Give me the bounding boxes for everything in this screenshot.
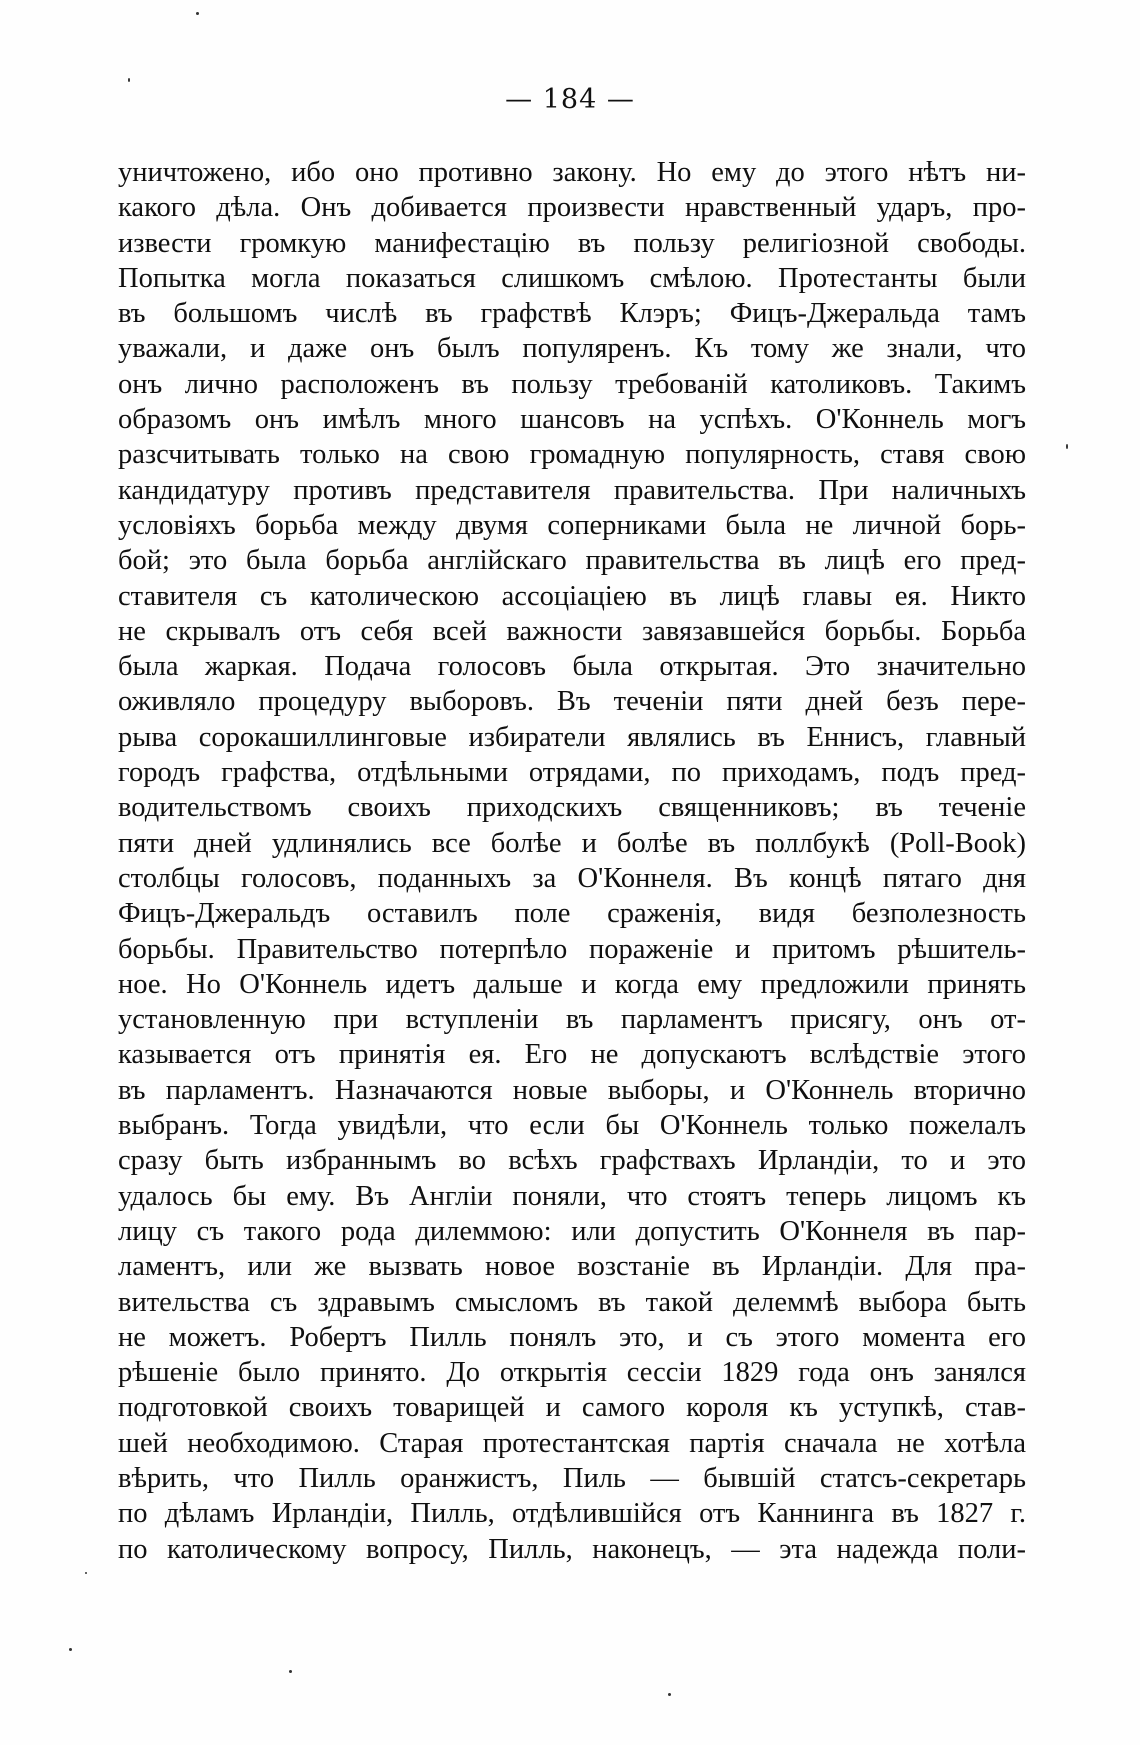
text-line: Фицъ-Джеральдъ оставилъ поле сраженія, видя безполезность (118, 898, 1026, 930)
text-line: образомъ онъ имѣлъ много шансовъ на успѣхъ. О'Коннель могъ (118, 404, 1026, 436)
text-line: условіяхъ борьба между двумя соперниками была не личной борь- (118, 509, 1026, 541)
scan-speck (668, 1693, 671, 1696)
text-line: водительствомъ своихъ приходскихъ священниковъ; въ теченіе (118, 792, 1026, 824)
scan-speck (1066, 444, 1068, 449)
text-line: извести громкую манифестацію въ пользу религіозной свободы. (118, 227, 1026, 259)
text-line: казывается отъ принятія ея. Его не допускаютъ вслѣдствіе этого (118, 1039, 1026, 1071)
scan-speck (128, 78, 130, 82)
text-line: Попытка могла показаться слишкомъ смѣлою. Протестанты были (118, 262, 1026, 294)
text-line: въ парламентъ. Назначаются новые выборы, и О'Коннель вторично (118, 1074, 1026, 1106)
text-line: по католическому вопросу, Пилль, наконецъ, — эта надежда поли- (118, 1533, 1026, 1565)
text-line: ставителя съ католическою ассоціаціею въ лицѣ главы ея. Никто (118, 580, 1026, 612)
text-line: какого дѣла. Онъ добивается произвести нравственный ударъ, про- (118, 192, 1026, 224)
text-line: столбцы голосовъ, поданныхъ за О'Коннеля. Въ концѣ пятаго дня (118, 862, 1026, 894)
text-line: подготовкой своихъ товарищей и самого короля къ уступкѣ, став- (118, 1392, 1026, 1424)
text-line: онъ лично расположенъ въ пользу требованій католиковъ. Такимъ (118, 368, 1026, 400)
text-line: рѣшеніе было принято. До открытія сессіи 1829 года онъ занялся (118, 1357, 1026, 1389)
text-line: ламентъ, или же вызвать новое возстаніе въ Ирландіи. Для пра- (118, 1251, 1026, 1283)
text-line: не можетъ. Робертъ Пилль понялъ это, и съ этого момента его (118, 1321, 1026, 1353)
body-text (118, 155, 1026, 1567)
text-line: кандидатуру противъ представителя правительства. При наличныхъ (118, 474, 1026, 506)
text-line: оживляло процедуру выборовъ. Въ теченіи пяти дней безъ пере- (118, 686, 1026, 718)
text-line: установленную при вступленіи въ парламентъ присягу, онъ от- (118, 1004, 1026, 1036)
text-line: не скрывалъ отъ себя всей важности завязавшейся борьбы. Борьба (118, 615, 1026, 647)
text-line: вѣрить, что Пилль оранжистъ, Пиль — бывшій статсъ-секретарь (118, 1462, 1026, 1494)
text-line: шей необходимою. Старая протестантская партія сначала не хотѣла (118, 1427, 1026, 1459)
scan-speck (196, 12, 199, 15)
text-line: сразу быть избраннымъ во всѣхъ графствахъ Ирландіи, то и это (118, 1145, 1026, 1177)
scan-speck (85, 1572, 87, 1574)
text-line: удалось бы ему. Въ Англіи поняли, что стоятъ теперь лицомъ къ (118, 1180, 1026, 1212)
scan-speck (289, 1670, 292, 1673)
text-line: бой; это была борьба англійскаго правительства въ лицѣ его пред- (118, 545, 1026, 577)
text-line: разсчитывать только на свою громадную популярность, ставя свою (118, 439, 1026, 471)
text-line: была жаркая. Подача голосовъ была открытая. Это значительно (118, 651, 1026, 683)
text-line: городъ графства, отдѣльными отрядами, по приходамъ, подъ пред- (118, 757, 1026, 789)
text-line: въ большомъ числѣ въ графствѣ Клэръ; Фицъ-Джеральда тамъ (118, 298, 1026, 330)
text-line: уважали, и даже онъ былъ популяренъ. Къ тому же знали, что (118, 333, 1026, 365)
page-number: — 184 — (505, 84, 635, 115)
text-line: по дѣламъ Ирландіи, Пилль, отдѣлившійся отъ Каннинга въ 1827 г. (118, 1498, 1026, 1530)
scan-speck (69, 1648, 72, 1651)
text-line: выбранъ. Тогда увидѣли, что если бы О'Коннель только пожелалъ (118, 1110, 1026, 1142)
text-line: уничтожено, ибо оно противно закону. Но ему до этого нѣтъ ни- (118, 157, 1026, 188)
text-line: лицу съ такого рода дилеммою: или допустить О'Коннеля въ пар- (118, 1215, 1026, 1247)
text-line: рыва сорокашиллинговые избиратели являлись въ Еннисъ, главный (118, 721, 1026, 753)
text-line: ное. Но О'Коннель идетъ дальше и когда ему предложили принять (118, 968, 1026, 1000)
text-line: борьбы. Правительство потерпѣло пораженіе и притомъ рѣшитель- (118, 933, 1026, 965)
text-line: пяти дней удлинялись все болѣе и болѣе въ поллбукѣ (Poll-Book) (118, 827, 1026, 859)
text-line: вительства съ здравымъ смысломъ въ такой делеммѣ выбора быть (118, 1286, 1026, 1318)
